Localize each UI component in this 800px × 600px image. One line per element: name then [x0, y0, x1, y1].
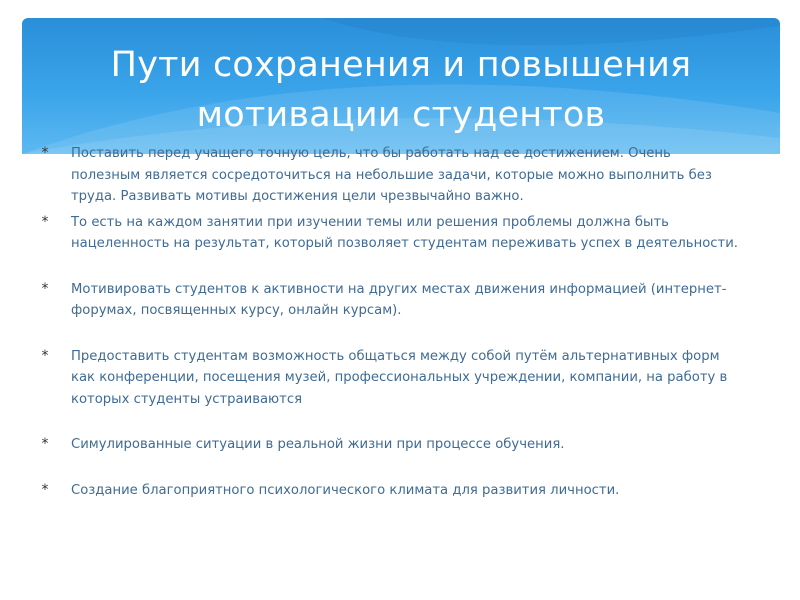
list-item-text: Предоставить студентам возможность общаться между собой путём альтернативных форм как конференции, посещения музей, профессиональных учреждении, компании, на работу в которых студенты устраиваются — [71, 348, 728, 407]
list-item-text: Поставить перед учащего точную цель, что бы работать над ее достижением. Очень полезным является сосредоточиться на небольшие задачи, которые можно выполнить без труда. Развивать мотивы достижения цели чрезвычайно важно. — [71, 146, 712, 204]
slide-title: Пути сохранения и повышения мотивации студентов — [110, 45, 692, 135]
asterisk-bullet-icon: * — [41, 145, 49, 161]
asterisk-bullet-icon: * — [41, 436, 49, 452]
list-item-text: Симулированные ситуации в реальной жизни при процессе обучения. — [71, 437, 565, 452]
list-item — [38, 480, 738, 502]
list-item-text: То есть на каждом занятии при изучении темы или решения проблемы должна быть нацеленность на результат, который позволяет студентам переживать успех в деятельности. — [71, 214, 738, 251]
list-item-text: Создание благоприятного психологического климата для развития личности. — [71, 482, 620, 498]
list-item — [38, 279, 738, 322]
title-banner — [22, 18, 780, 154]
list-item — [38, 434, 738, 456]
bullet-list — [38, 143, 738, 501]
asterisk-bullet-icon: * — [41, 213, 49, 230]
list-item — [38, 346, 738, 411]
list-item-text: Мотивировать студентов к активности на других местах движения информацией (интернет-форумах, посвященных курсу, онлайн курсам). — [71, 281, 727, 318]
asterisk-bullet-icon: * — [41, 347, 49, 364]
list-item — [38, 143, 738, 208]
asterisk-bullet-icon: * — [41, 481, 49, 498]
asterisk-bullet-icon: * — [41, 280, 49, 297]
list-item — [38, 212, 738, 255]
